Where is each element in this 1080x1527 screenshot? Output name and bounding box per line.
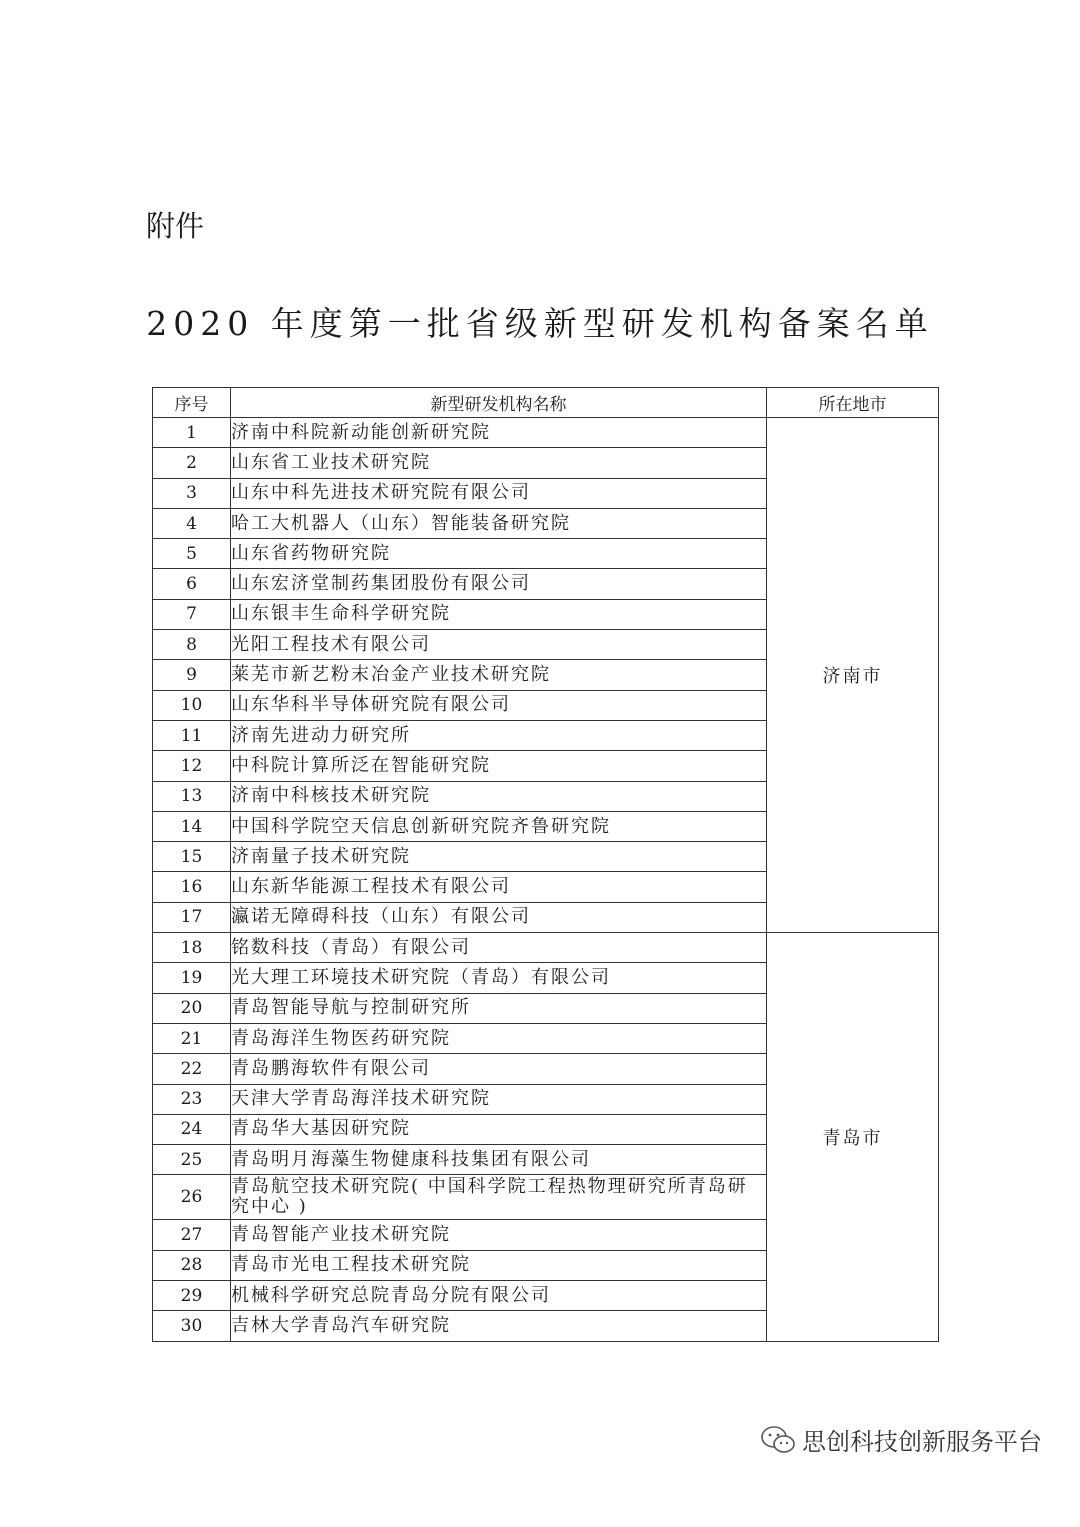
institution-name: 青岛航空技术研究院( 中国科学院工程热物理研究所青岛研究中心 ) <box>231 1175 767 1220</box>
institution-name: 哈工大机器人（山东）智能装备研究院 <box>231 508 767 538</box>
institution-name: 山东中科先进技术研究院有限公司 <box>231 478 767 508</box>
header-city: 所在地市 <box>767 388 939 418</box>
table-row <box>153 933 939 963</box>
institution-name: 山东宏济堂制药集团股份有限公司 <box>231 569 767 599</box>
row-number: 13 <box>153 781 231 811</box>
institution-name: 天津大学青岛海洋技术研究院 <box>231 1084 767 1114</box>
institution-name: 济南量子技术研究院 <box>231 842 767 872</box>
wechat-icon <box>760 1425 796 1455</box>
institution-name: 光阳工程技术有限公司 <box>231 630 767 660</box>
row-number: 23 <box>153 1084 231 1114</box>
header-no: 序号 <box>153 388 231 418</box>
row-number: 12 <box>153 751 231 781</box>
institution-name: 青岛明月海藻生物健康科技集团有限公司 <box>231 1145 767 1175</box>
row-number: 8 <box>153 630 231 660</box>
institution-name: 青岛华大基因研究院 <box>231 1114 767 1144</box>
row-number: 20 <box>153 993 231 1023</box>
row-number: 17 <box>153 902 231 932</box>
row-number: 10 <box>153 690 231 720</box>
institution-name: 中国科学院空天信息创新研究院齐鲁研究院 <box>231 811 767 841</box>
row-number: 26 <box>153 1175 231 1220</box>
row-number: 18 <box>153 933 231 963</box>
row-number: 25 <box>153 1145 231 1175</box>
institution-name: 瀛诺无障碍科技（山东）有限公司 <box>231 902 767 932</box>
watermark <box>760 1422 1042 1457</box>
city-cell: 青岛市 <box>767 933 939 1342</box>
institution-name: 吉林大学青岛汽车研究院 <box>231 1311 767 1341</box>
row-number: 29 <box>153 1281 231 1311</box>
institution-name: 山东新华能源工程技术有限公司 <box>231 872 767 902</box>
annex-label: 附件 <box>146 209 205 243</box>
institution-name: 山东银丰生命科学研究院 <box>231 599 767 629</box>
row-number: 9 <box>153 660 231 690</box>
institution-name: 山东省工业技术研究院 <box>231 448 767 478</box>
row-number: 30 <box>153 1311 231 1341</box>
institution-name: 济南中科核技术研究院 <box>231 781 767 811</box>
row-number: 24 <box>153 1114 231 1144</box>
row-number: 1 <box>153 418 231 448</box>
institution-name: 莱芜市新艺粉末冶金产业技术研究院 <box>231 660 767 690</box>
institution-name: 济南中科院新动能创新研究院 <box>231 418 767 448</box>
table-header-row <box>153 388 939 418</box>
institution-name: 青岛鹏海软件有限公司 <box>231 1054 767 1084</box>
row-number: 22 <box>153 1054 231 1084</box>
table-row <box>153 418 939 448</box>
header-name: 新型研发机构名称 <box>231 388 767 418</box>
institution-name: 济南先进动力研究所 <box>231 720 767 750</box>
institution-name: 光大理工环境技术研究院（青岛）有限公司 <box>231 963 767 993</box>
row-number: 21 <box>153 1023 231 1053</box>
row-number: 14 <box>153 811 231 841</box>
institution-name: 山东省药物研究院 <box>231 539 767 569</box>
row-number: 6 <box>153 569 231 599</box>
institution-name: 青岛海洋生物医药研究院 <box>231 1023 767 1053</box>
row-number: 11 <box>153 720 231 750</box>
institution-table <box>152 387 939 1342</box>
row-number: 5 <box>153 539 231 569</box>
row-number: 16 <box>153 872 231 902</box>
institution-name: 青岛市光电工程技术研究院 <box>231 1250 767 1280</box>
row-number: 19 <box>153 963 231 993</box>
document-title: 2020 年度第一批省级新型研发机构备案名单 <box>146 304 934 343</box>
institution-name: 机械科学研究总院青岛分院有限公司 <box>231 1281 767 1311</box>
institution-name: 青岛智能导航与控制研究所 <box>231 993 767 1023</box>
row-number: 3 <box>153 478 231 508</box>
institution-name: 铭数科技（青岛）有限公司 <box>231 933 767 963</box>
row-number: 27 <box>153 1220 231 1250</box>
institution-name: 中科院计算所泛在智能研究院 <box>231 751 767 781</box>
row-number: 2 <box>153 448 231 478</box>
row-number: 7 <box>153 599 231 629</box>
institution-name: 青岛智能产业技术研究院 <box>231 1220 767 1250</box>
city-cell: 济南市 <box>767 418 939 933</box>
row-number: 28 <box>153 1250 231 1280</box>
row-number: 15 <box>153 842 231 872</box>
institution-name: 山东华科半导体研究院有限公司 <box>231 690 767 720</box>
watermark-text: 思创科技创新服务平台 <box>802 1428 1042 1456</box>
row-number: 4 <box>153 508 231 538</box>
